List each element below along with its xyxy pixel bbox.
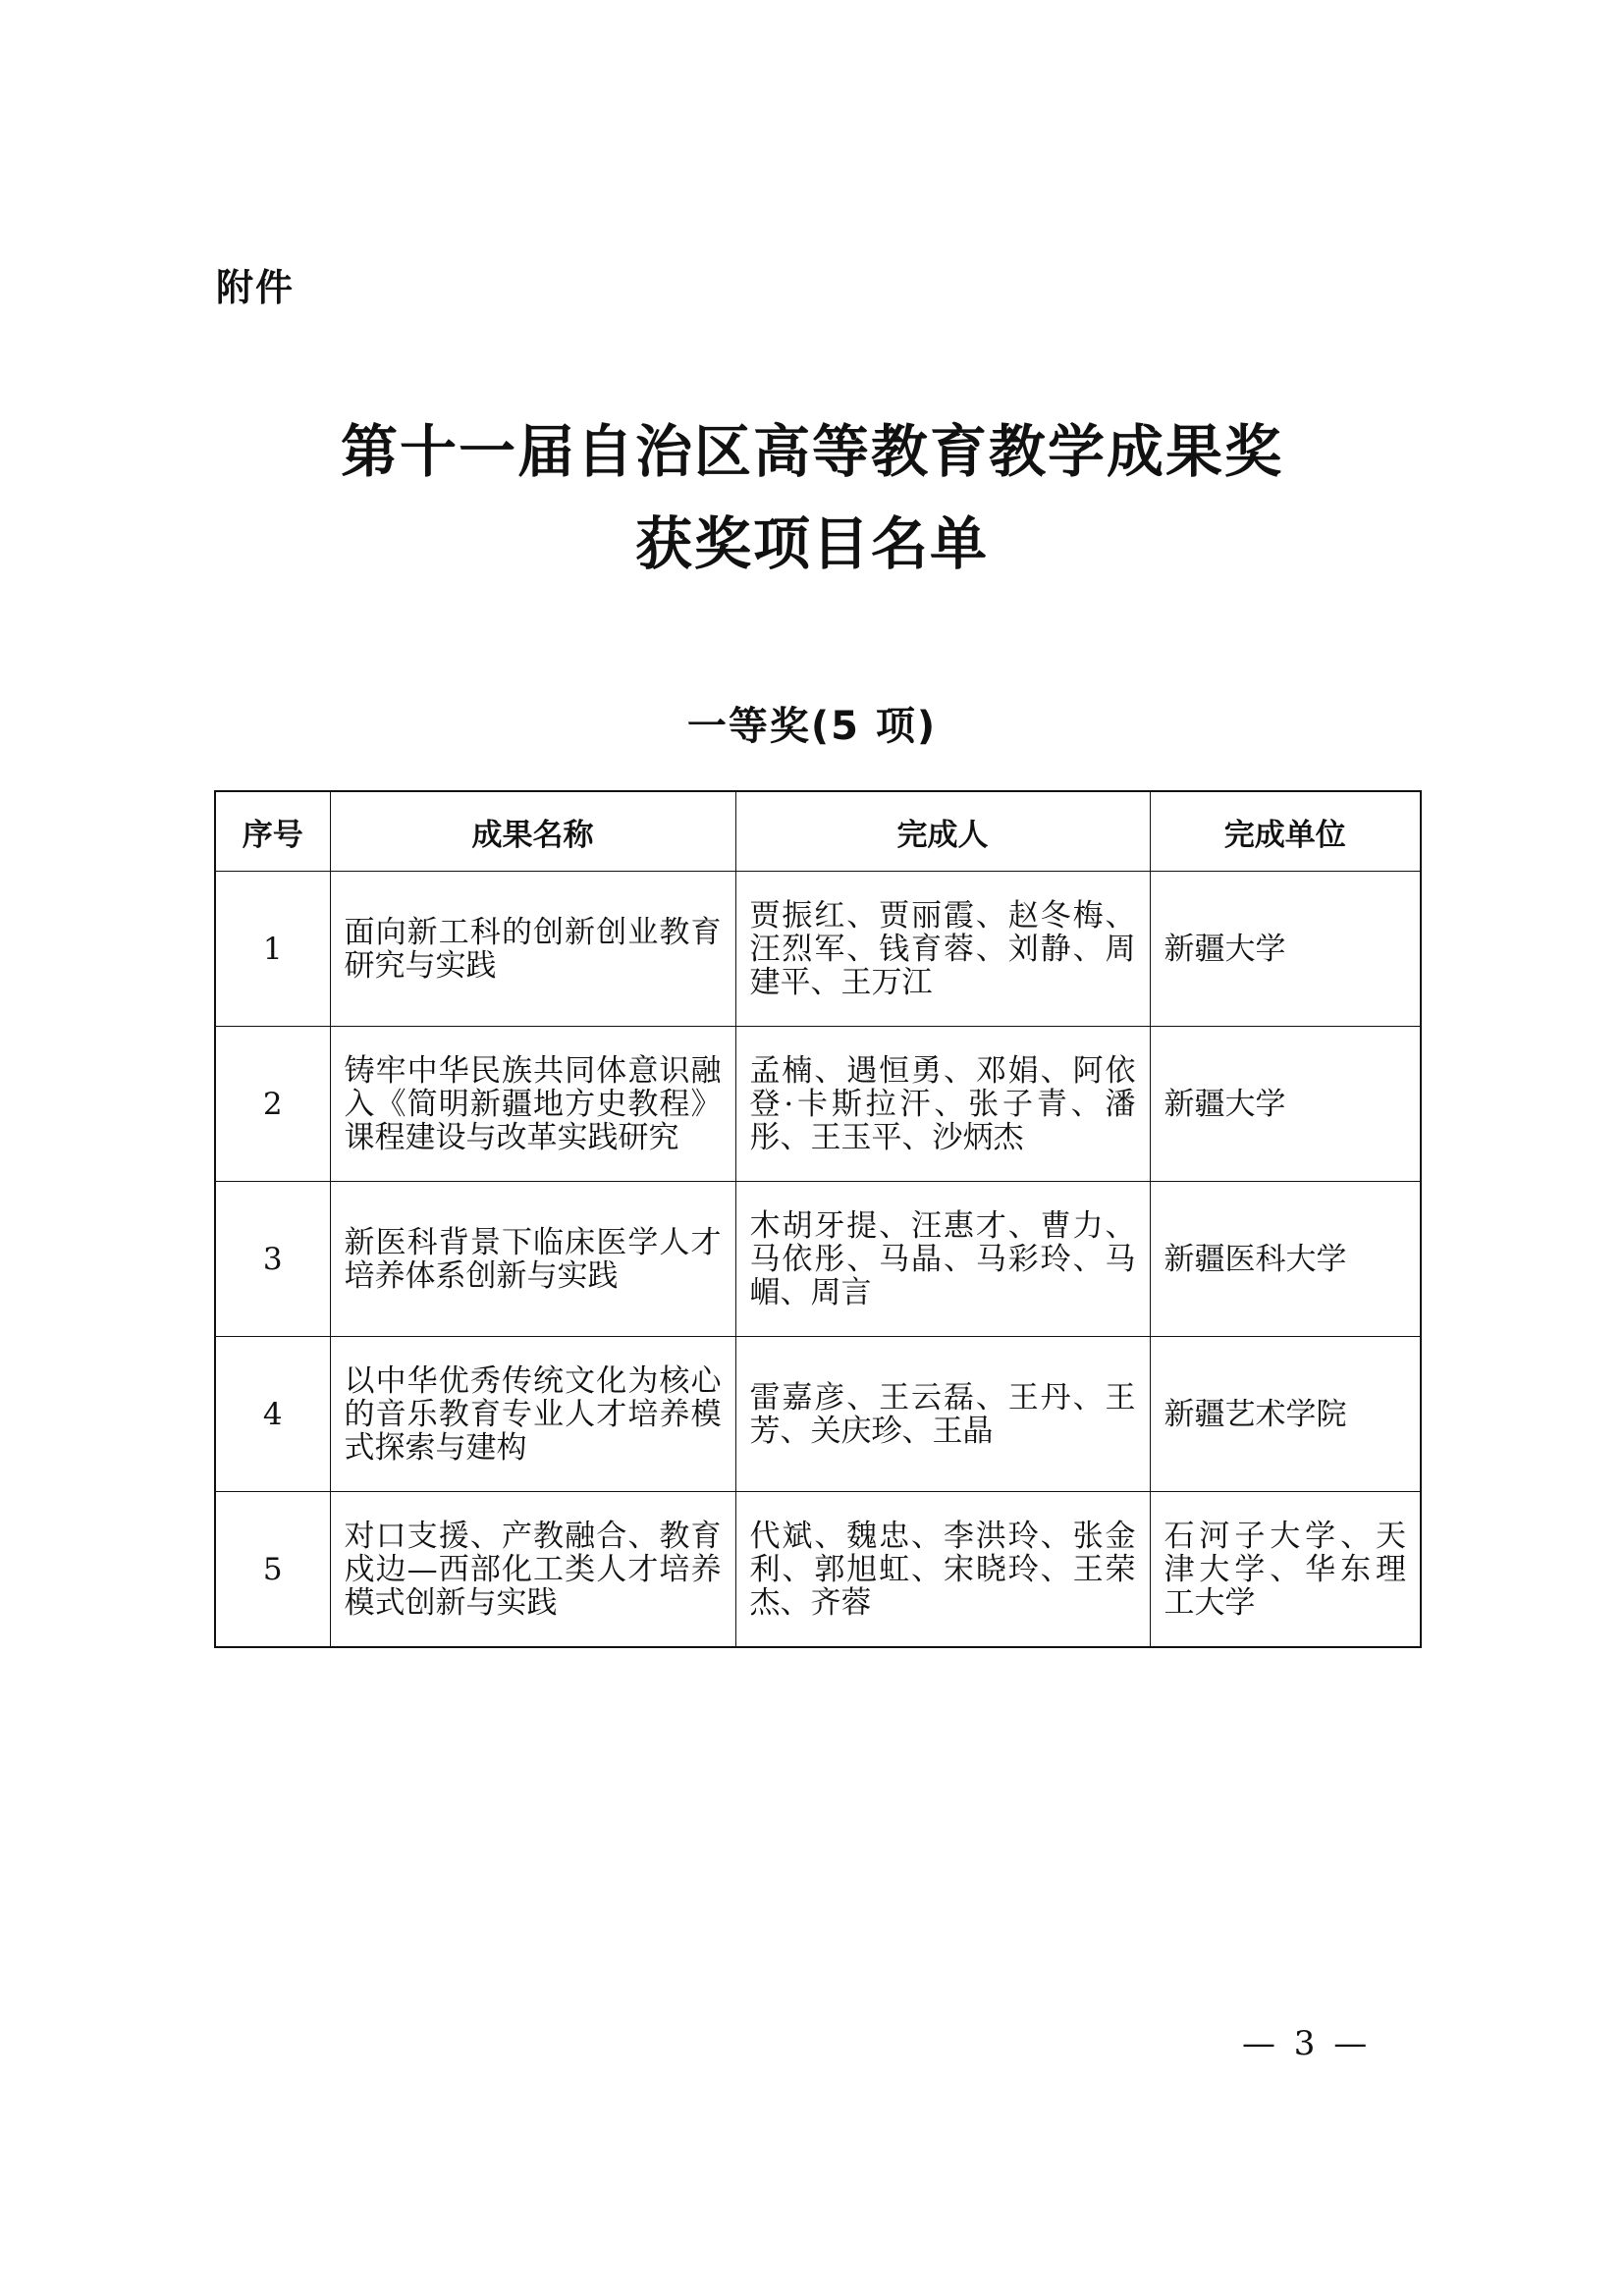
row-completers: 雷嘉彦、王云磊、王丹、王芳、关庆珍、王晶 bbox=[735, 1337, 1150, 1492]
table-row bbox=[215, 1182, 1421, 1337]
row-achievement-name: 面向新工科的创新创业教育研究与实践 bbox=[330, 872, 735, 1027]
row-achievement-name: 铸牢中华民族共同体意识融入《简明新疆地方史教程》课程建设与改革实践研究 bbox=[330, 1027, 735, 1182]
table-row bbox=[215, 872, 1421, 1027]
attachment-label: 附件 bbox=[216, 266, 296, 309]
table-row bbox=[215, 1027, 1421, 1182]
row-achievement-name: 以中华优秀传统文化为核心的音乐教育专业人才培养模式探索与建构 bbox=[330, 1337, 735, 1492]
page-number: — 3 — bbox=[1242, 2024, 1372, 2063]
row-achievement-name: 新医科背景下临床医学人才培养体系创新与实践 bbox=[330, 1182, 735, 1337]
document-title-line-1: 第十一届自治区高等教育教学成果奖 bbox=[340, 418, 1283, 485]
row-achievement-name: 对口支援、产教融合、教育戍边—西部化工类人才培养模式创新与实践 bbox=[330, 1492, 735, 1648]
row-seq: 4 bbox=[215, 1337, 330, 1492]
row-completing-unit: 新疆医科大学 bbox=[1150, 1182, 1421, 1337]
row-completers: 贾振红、贾丽霞、赵冬梅、汪烈军、钱育蓉、刘静、周建平、王万江 bbox=[735, 872, 1150, 1027]
header-completers: 完成人 bbox=[735, 791, 1150, 872]
header-achievement-name: 成果名称 bbox=[330, 791, 735, 872]
header-seq: 序号 bbox=[215, 791, 330, 872]
table-row bbox=[215, 1337, 1421, 1492]
row-completers: 孟楠、遇恒勇、邓娟、阿依登·卡斯拉汗、张子青、潘彤、王玉平、沙炳杰 bbox=[735, 1027, 1150, 1182]
document-title-line-2: 获奖项目名单 bbox=[634, 510, 989, 577]
row-seq: 5 bbox=[215, 1492, 330, 1648]
row-completers: 代斌、魏忠、李洪玲、张金利、郭旭虹、宋晓玲、王荣杰、齐蓉 bbox=[735, 1492, 1150, 1648]
awards-table bbox=[214, 790, 1422, 1648]
row-seq: 3 bbox=[215, 1182, 330, 1337]
row-completing-unit: 新疆大学 bbox=[1150, 1027, 1421, 1182]
row-completing-unit: 新疆大学 bbox=[1150, 872, 1421, 1027]
row-seq: 2 bbox=[215, 1027, 330, 1182]
row-seq: 1 bbox=[215, 872, 330, 1027]
row-completing-unit: 新疆艺术学院 bbox=[1150, 1337, 1421, 1492]
row-completing-unit: 石河子大学、天津大学、华东理工大学 bbox=[1150, 1492, 1421, 1648]
header-completing-unit: 完成单位 bbox=[1150, 791, 1421, 872]
row-completers: 木胡牙提、汪惠才、曹力、马依彤、马晶、马彩玲、马嵋、周言 bbox=[735, 1182, 1150, 1337]
table-row bbox=[215, 1492, 1421, 1648]
table-header-row bbox=[215, 791, 1421, 872]
section-title-first-prize: 一等奖(5 项) bbox=[686, 704, 938, 749]
